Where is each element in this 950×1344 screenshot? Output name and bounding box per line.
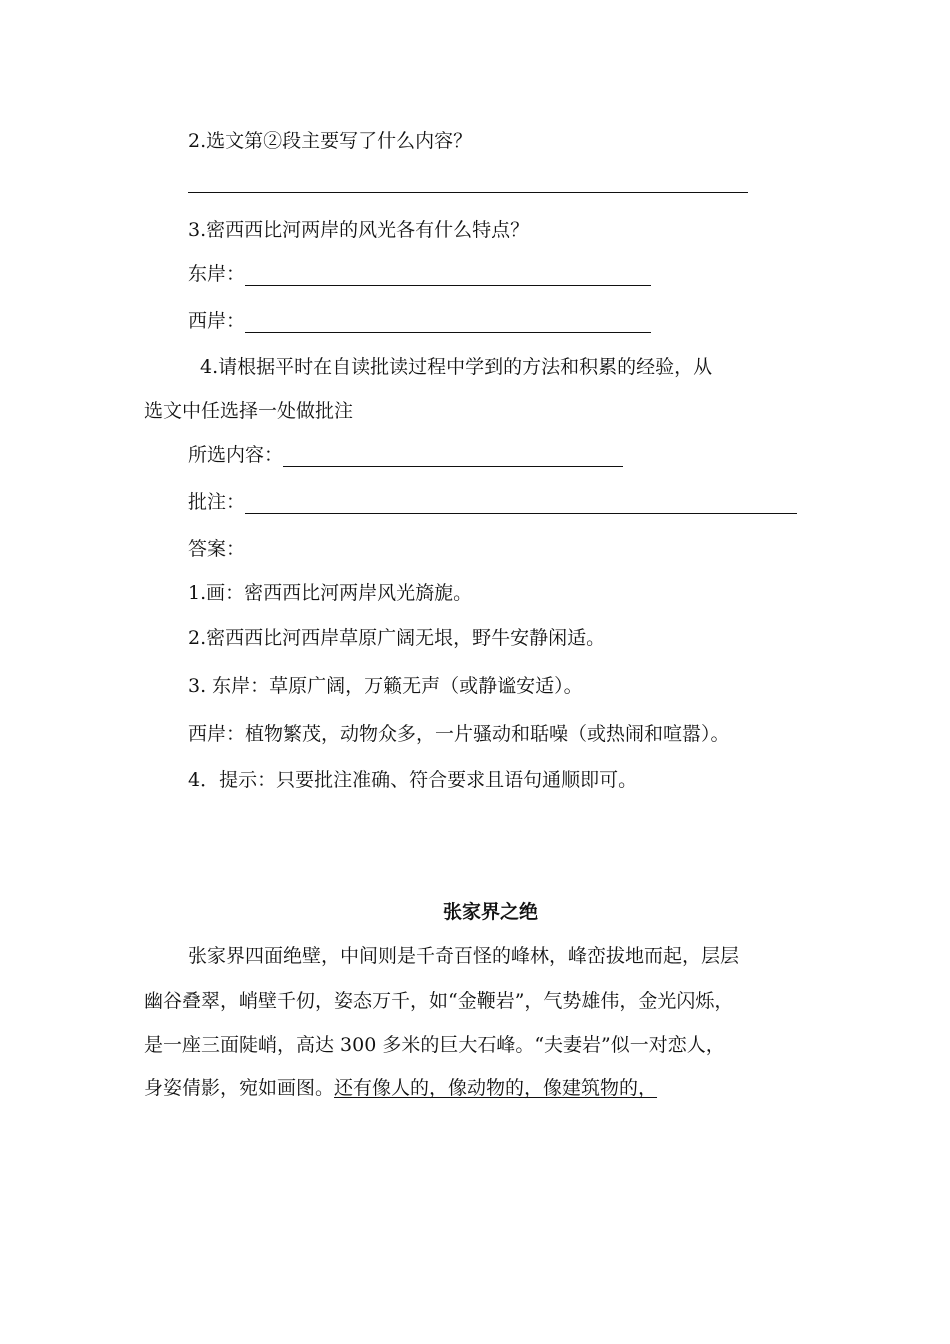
article-line-3: 是一座三面陡峭，高达 300 多米的巨大石峰。“夫妻岩”似一对恋人，: [144, 1034, 725, 1056]
q4-note-row: [188, 490, 797, 514]
q3-east-label: 东岸：: [188, 263, 246, 285]
question-2: 2.选文第②段主要写了什么内容？: [188, 130, 473, 152]
article-line-4-plain: 身姿倩影，宛如画图。: [144, 1077, 335, 1099]
answer-3-east: 3. 东岸：草原广阔，万籁无声（或静谧安适）。: [188, 675, 583, 697]
answer-3-west: 西岸：植物繁茂，动物众多，一片骚动和聒噪（或热闹和喧嚣）。: [188, 723, 730, 745]
article-line-4-underlined: 还有像人的，像动物的，像建筑物的，: [334, 1077, 658, 1099]
article-line-1: 张家界四面绝壁，中间则是千奇百怪的峰林，峰峦拔地而起，层层: [188, 945, 740, 967]
question-4-line-1: 4.请根据平时在自读批读过程中学到的方法和积累的经验，从: [200, 356, 713, 378]
answers-heading: 答案：: [188, 538, 246, 560]
article-title: 张家界之绝: [443, 901, 539, 923]
q4-selected-label: 所选内容：: [188, 444, 284, 466]
q3-west-row: [188, 309, 651, 333]
q3-east-blank: [245, 265, 651, 286]
answer-2: 2.密西西比河西岸草原广阔无垠，野牛安静闲适。: [188, 627, 606, 649]
q4-selected-row: [188, 443, 623, 467]
answer-4: 4．提示：只要批注准确、符合要求且语句通顺即可。: [188, 769, 638, 791]
q4-note-label: 批注：: [188, 491, 246, 513]
article-line-2: 幽谷叠翠，峭壁千仞，姿态万千，如“金鞭岩”，气势雄伟，金光闪烁，: [144, 990, 734, 1012]
q3-east-row: [188, 262, 651, 286]
q3-west-label: 西岸：: [188, 310, 246, 332]
answer-1: 1.画：密西西比河两岸风光旖旎。: [188, 582, 473, 604]
q4-note-blank: [245, 493, 797, 514]
article-line-4: [144, 1076, 657, 1100]
q3-west-blank: [245, 312, 651, 333]
question-3: 3.密西西比河两岸的风光各有什么特点？: [188, 219, 530, 241]
answer-line-q2: [188, 192, 748, 193]
q4-selected-blank: [283, 446, 623, 467]
question-4-line-2: 选文中任选择一处做批注: [144, 400, 354, 422]
